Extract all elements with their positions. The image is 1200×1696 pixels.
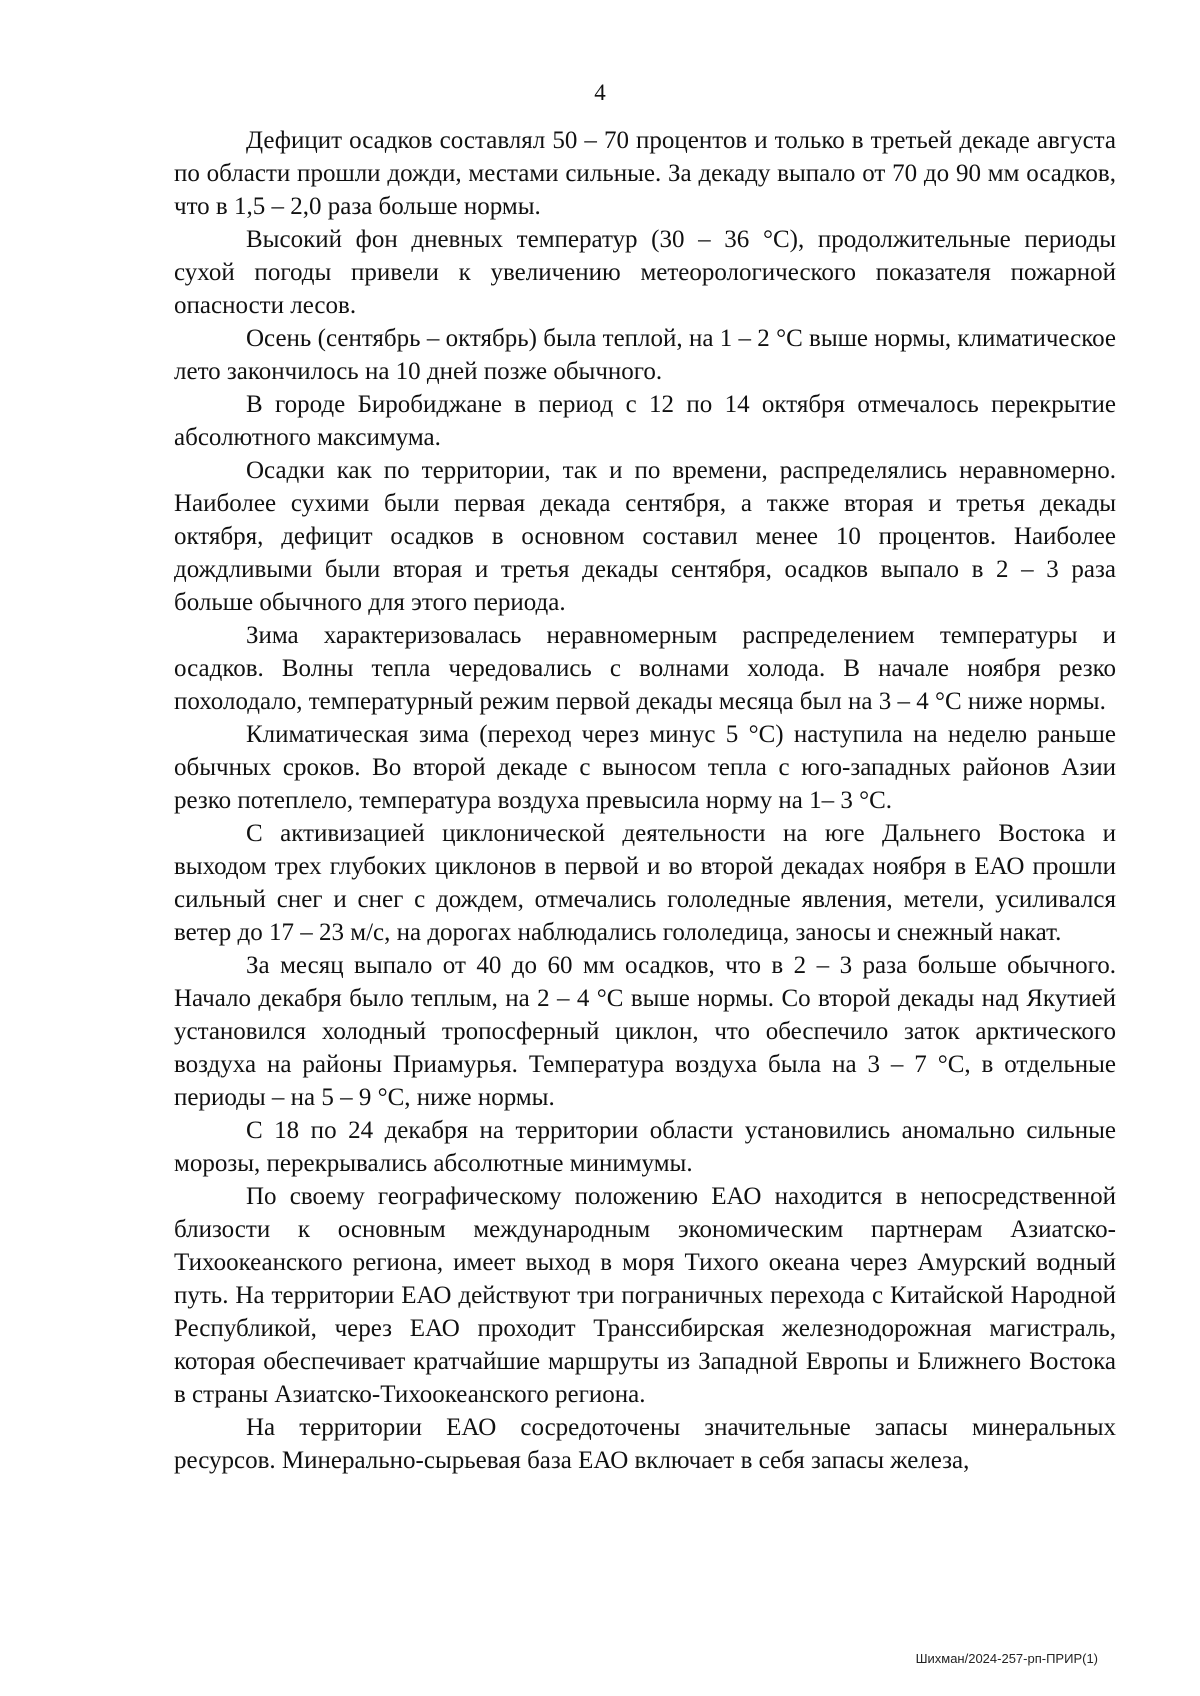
paragraph-precipitation-deficit: Дефицит осадков составлял 50 – 70 процентов и только в третьей декаде августа по области прошли дожди, местами сильные. За декаду выпало от 70 до 90 мм осадков, что в 1,5 – 2,0 раза больше нормы. xyxy=(174,127,1116,220)
paragraph-autumn: Осень (сентябрь – октябрь) была теплой, на 1 – 2 °С выше нормы, климатическое лето закончилось на 10 дней позже обычного. xyxy=(174,325,1116,385)
paragraph-autumn-precipitation: Осадки как по территории, так и по времени, распределялись неравномерно. Наиболее сухими были первая декада сентября, а также вторая и третья декады октября, дефицит осадков в основном составил менее 10 процентов. Наиболее дождливыми были вторая и третья декады сентября, осадков выпало в 2 – 3 раза больше обычного для этого периода. xyxy=(174,457,1116,616)
paragraph-frosts: С 18 по 24 декабря на территории области установились аномально сильные морозы, перекрывались абсолютные минимумы. xyxy=(174,1117,1116,1177)
page-number: 4 xyxy=(594,80,606,105)
paragraph-december: За месяц выпало от 40 до 60 мм осадков, что в 2 – 3 раза больше обычного. Начало декабря было теплым, на 2 – 4 °С выше нормы. Со второй декады над Якутией установился холодный тропосферный циклон, что обеспечило заток арктического воздуха на районы Приамурья. Температура воздуха была на 3 – 7 °С, в отдельные периоды – на 5 – 9 °С, ниже нормы. xyxy=(174,952,1116,1111)
paragraph-climatic-winter: Климатическая зима (переход через минус 5 °С) наступила на неделю раньше обычных сроков. Во второй декаде с выносом тепла с юго-западных районов Азии резко потеплело, температура воздуха превысила норму на 1– 3 °С. xyxy=(174,721,1116,814)
paragraph-birobidzhan-maximum: В городе Биробиджане в период с 12 по 14 октября отмечалось перекрытие абсолютного максимума. xyxy=(174,391,1116,451)
document-code: Шихман/2024-257-рп-ПРИР(1) xyxy=(915,1651,1098,1666)
paragraph-fire-danger: Высокий фон дневных температур (30 – 36 °С), продолжительные периоды сухой погоды привели к увеличению метеорологического показателя пожарной опасности лесов. xyxy=(174,226,1116,319)
paragraph-geography: По своему географическому положению ЕАО находится в непосредственной близости к основным международным экономическим партнерам Азиатско-Тихоокеанского региона, имеет выход в моря Тихого океана через Амурский водный путь. На территории ЕАО действуют три пограничных перехода с Китайской Народной Республикой, через ЕАО проходит Транссибирская железнодорожная магистраль, которая обеспечивает кратчайшие маршруты из Западной Европы и Ближнего Востока в страны Азиатско-Тихоокеанского региона. xyxy=(174,1183,1116,1408)
paragraph-mineral-resources: На территории ЕАО сосредоточены значительные запасы минеральных ресурсов. Минерально-сырьевая база ЕАО включает в себя запасы железа, xyxy=(174,1414,1116,1474)
document-body xyxy=(174,124,1116,1477)
paragraph-cyclones: С активизацией циклонической деятельности на юге Дальнего Востока и выходом трех глубоких циклонов в первой и во второй декадах ноября в ЕАО прошли сильный снег и снег с дождем, отмечались гололедные явления, метели, усиливался ветер до 17 – 23 м/с, на дорогах наблюдались гололедица, заносы и снежный накат. xyxy=(174,820,1116,946)
paragraph-winter: Зима характеризовалась неравномерным распределением температуры и осадков. Волны тепла чередовались с волнами холода. В начале ноября резко похолодало, температурный режим первой декады месяца был на 3 – 4 °С ниже нормы. xyxy=(174,622,1116,715)
